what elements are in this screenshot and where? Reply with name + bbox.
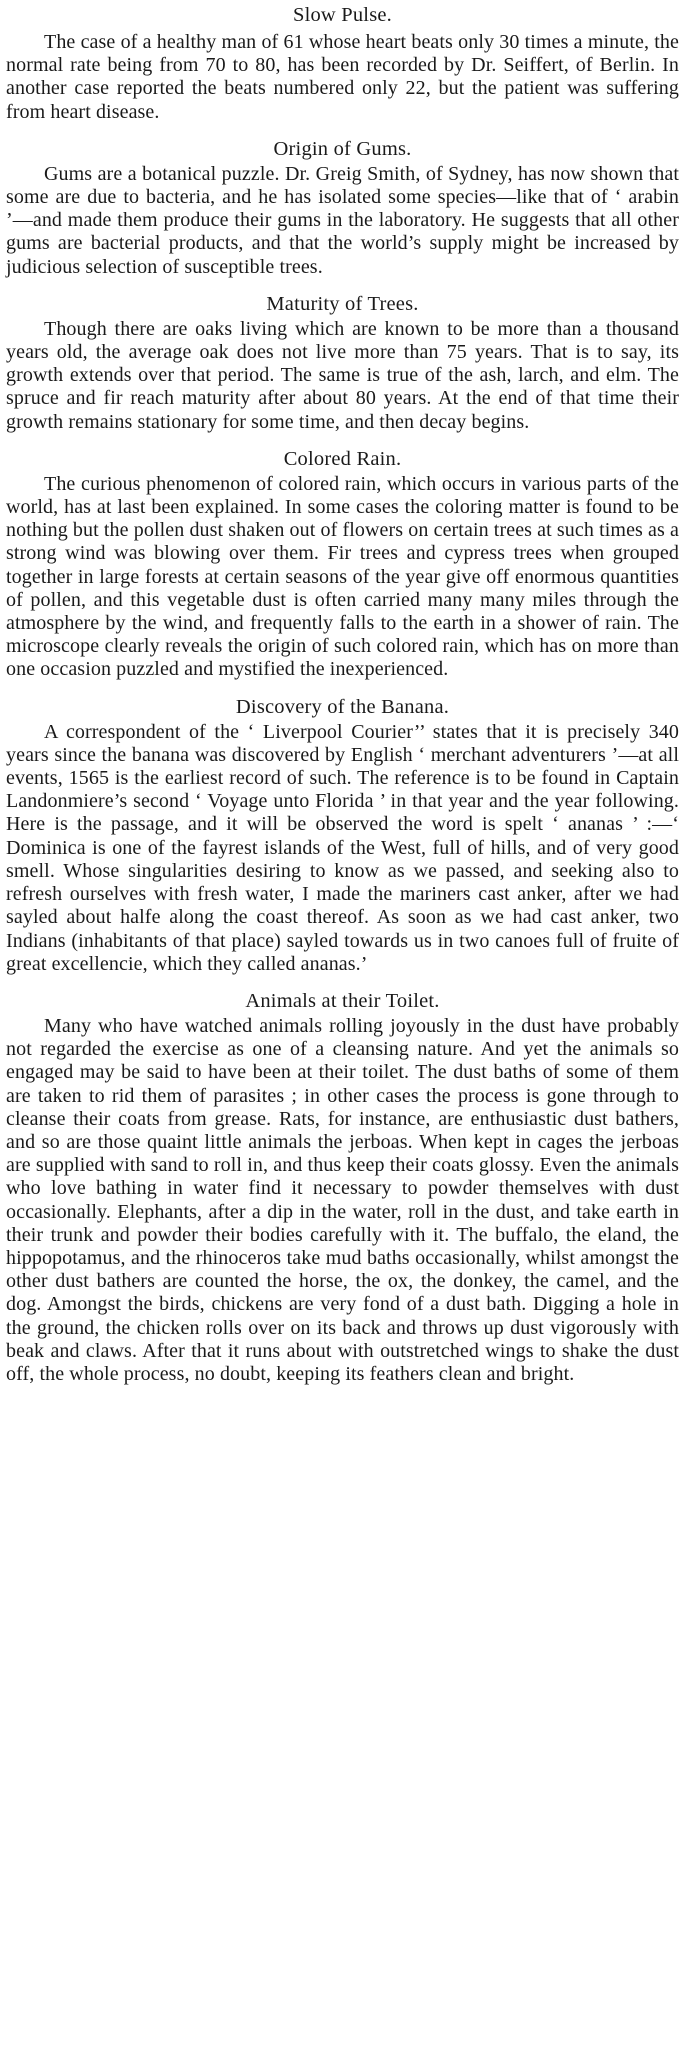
article-title: Colored Rain.	[283, 447, 402, 470]
article-maturity-of-trees	[6, 291, 679, 434]
article-discovery-of-the-banana	[6, 694, 679, 976]
article-title: Origin of Gums.	[273, 137, 412, 160]
article-slow-pulse	[6, 2, 679, 124]
article-body: Gums are a botanical puzzle. Dr. Greig Smith, of Sydney, has now shown that some are due to bacteria, and he has isolated some species—like that of ‘ arabin ’—and made them produce their gums in the laboratory. He suggests that all other gums are bacterial products, and that the world’s supply might be increased by judicious selection of susceptible trees.	[6, 162, 679, 278]
article-body: Many who have watched animals rolling joyously in the dust have probably not regarded the exercise as one of a cleansing nature. And yet the animals so engaged may be said to have been at their toilet. The dust baths of some of them are taken to rid them of parasites ; in other cases the process is gone through to cleanse their coats from grease. Rats, for instance, are enthusiastic dust bathers, and so are those quaint little animals the jerboas. When kept in cages the jerboas are supplied with sand to roll in, and thus keep their coats glossy. Even the animals who love bathing in water find it necessary to powder themselves with dust occasionally. Elephants, after a dip in the water, roll in the dust, and take earth in their trunk and powder their bodies carefully with it. The buffalo, the eland, the hippopotamus, and the rhinoceros take mud baths occasionally, whilst amongst the other dust bathers are counted the horse, the ox, the donkey, the camel, and the dog. Amongst the birds, chickens are very fond of a dust bath. Digging a hole in the ground, the chicken rolls over on its back and throws up dust vigorously with beak and claws. After that it runs about with outstretched wings to shake the dust off, the whole process, no doubt, keeping its feathers clean and bright.	[6, 1014, 679, 1385]
article-title: Animals at their Toilet.	[245, 989, 440, 1012]
article-body: A correspondent of the ‘ Liverpool Courier’’ states that it is precisely 340 years since the banana was discovered by English ‘ merchant adventurers ’—at all events, 1565 is the earliest record of such. The reference is to be found in Captain Landonmiere’s second ‘ Voyage unto Florida ’ in that year and the year following. Here is the passage, and it will be observed the word is spelt ‘ ananas ’ :—‘ Dominica is one of the fayrest islands of the West, full of hills, and of very good smell. Whose singularities desiring to know as we passed, and seeking also to refresh ourselves with fresh water, I made the mariners cast anker, after we had sayled about halfe along the coast thereof. As soon as we had cast anker, two Indians (inhabitants of that place) sayled towards us in two canoes full of fruite of great excellencie, which they called ananas.’	[6, 720, 679, 975]
article-title: Discovery of the Banana.	[235, 695, 450, 718]
article-title: Slow Pulse.	[292, 4, 393, 26]
article-colored-rain	[6, 446, 679, 682]
article-body: Though there are oaks living which are known to be more than a thousand years old, the average oak does not live more than 75 years. That is to say, its growth extends over that period. The same is true of the ash, larch, and elm. The spruce and fir reach maturity after about 80 years. At the end of that time their growth remains stationary for some time, and then decay begins.	[6, 317, 679, 433]
article-animals-at-their-toilet	[6, 988, 679, 1386]
article-title: Maturity of Trees.	[266, 292, 419, 315]
article-origin-of-gums	[6, 136, 679, 279]
article-body: The curious phenomenon of colored rain, which occurs in various parts of the world, has at last been explained. In some cases the coloring matter is found to be nothing but the pollen dust shaken out of flowers on certain trees at such times as a strong wind was blowing over them. Fir trees and cypress trees when grouped together in large forests at certain seasons of the year give off enormous quantities of pollen, and this vegetable dust is often carried many many miles through the atmosphere by the wind, and frequently falls to the earth in a shower of rain. The microscope clearly reveals the origin of such colored rain, which has on more than one occasion puzzled and mystified the inexperienced.	[6, 472, 679, 681]
article-body: The case of a healthy man of 61 whose heart beats only 30 times a minute, the normal rate being from 70 to 80, has been recorded by Dr. Seiffert, of Berlin. In another case reported the beats numbered only 22, but the patient was suffering from heart disease.	[6, 31, 679, 123]
